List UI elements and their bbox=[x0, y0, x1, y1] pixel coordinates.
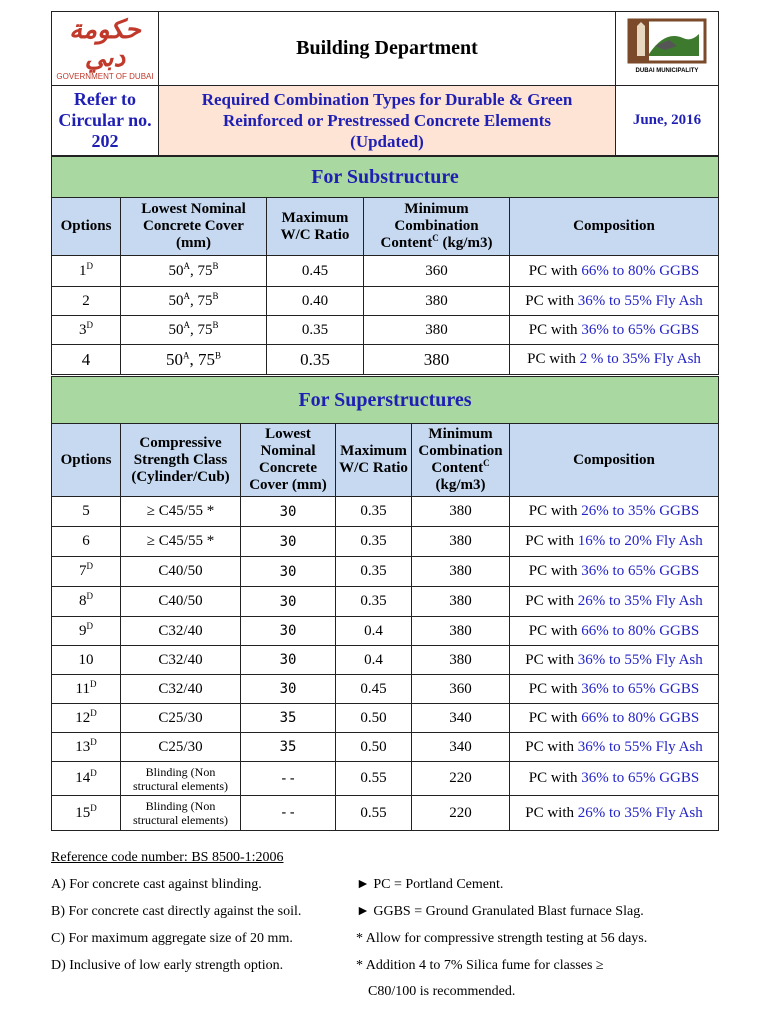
combination-content: 340 bbox=[412, 733, 510, 762]
wc-ratio: 0.35 bbox=[336, 497, 412, 527]
strength-class: C25/30 bbox=[121, 704, 241, 733]
combination-content: 380 bbox=[412, 617, 510, 646]
table-row bbox=[52, 796, 719, 831]
composition: PC with 16% to 20% Fly Ash bbox=[510, 527, 719, 557]
col-composition: Composition bbox=[510, 424, 719, 497]
concrete-cover: -- bbox=[241, 762, 336, 796]
strength-class: ≥ C45/55 * bbox=[121, 527, 241, 557]
concrete-cover: $50^A$, $75^B$ bbox=[121, 256, 267, 287]
option-number: $3^D$ bbox=[52, 316, 121, 345]
legend-pc: ► PC = Portland Cement. bbox=[356, 877, 504, 892]
wc-ratio: 0.35 bbox=[267, 345, 364, 375]
wc-ratio: 0.50 bbox=[336, 704, 412, 733]
col-options: Options bbox=[52, 424, 121, 497]
legend-silica-line-2: C80/100 is recommended. bbox=[368, 984, 516, 999]
wc-ratio: 0.55 bbox=[336, 762, 412, 796]
col-options: Options bbox=[52, 198, 121, 256]
option-number: $9^D$ bbox=[52, 617, 121, 646]
dm-logo-text: DUBAI MUNICIPALITY bbox=[635, 68, 699, 74]
table-row bbox=[52, 557, 719, 587]
legend-star: * Allow for compressive strength testing at 56 days. bbox=[356, 931, 648, 946]
header-table bbox=[51, 11, 719, 156]
option-number: $15^D$ bbox=[52, 796, 121, 831]
composition: PC with 36% to 55% Fly Ash bbox=[510, 287, 719, 316]
strength-class: Blinding (Non structural elements) bbox=[121, 796, 241, 831]
dm-emblem-icon bbox=[625, 16, 709, 76]
note-b: B) For concrete cast directly against the soil. bbox=[51, 904, 302, 919]
strength-class: Blinding (Non structural elements) bbox=[121, 762, 241, 796]
wc-ratio: 0.35 bbox=[267, 316, 364, 345]
subtitle-line-2: Reinforced or Prestressed Concrete Elements bbox=[223, 111, 551, 130]
composition: PC with 2 % to 35% Fly Ash bbox=[510, 345, 719, 375]
col-wc-ratio: Maximum W/C Ratio bbox=[336, 424, 412, 497]
note-d: D) Inclusive of low early strength option. bbox=[51, 958, 284, 973]
composition: PC with 66% to 80% GGBS bbox=[510, 256, 719, 287]
option-number: $12^D$ bbox=[52, 704, 121, 733]
table-row bbox=[52, 587, 719, 617]
table-row bbox=[52, 497, 719, 527]
concrete-cover: 30 bbox=[241, 527, 336, 557]
reference-code: Reference code number: BS 8500-1:2006 bbox=[51, 850, 284, 865]
wc-ratio: 0.50 bbox=[336, 733, 412, 762]
table-row bbox=[52, 287, 719, 316]
col-composition: Composition bbox=[510, 198, 719, 256]
combination-content: 380 bbox=[412, 557, 510, 587]
option-number: $13^D$ bbox=[52, 733, 121, 762]
composition: PC with 26% to 35% Fly Ash bbox=[510, 587, 719, 617]
strength-class: ≥ C45/55 * bbox=[121, 497, 241, 527]
option-number: $11^D$ bbox=[52, 675, 121, 704]
wc-ratio: 0.4 bbox=[336, 617, 412, 646]
note-c: C) For maximum aggregate size of 20 mm. bbox=[51, 931, 293, 946]
combination-content: 380 bbox=[364, 345, 510, 375]
superstructure-section-title: For Superstructures bbox=[52, 377, 719, 424]
table-row bbox=[52, 733, 719, 762]
combination-content: 220 bbox=[412, 796, 510, 831]
concrete-cover: 30 bbox=[241, 617, 336, 646]
legend-ggbs: ► GGBS = Ground Granulated Blast furnace Slag. bbox=[356, 904, 644, 919]
document-date: June, 2016 bbox=[616, 86, 719, 156]
strength-class: C40/50 bbox=[121, 587, 241, 617]
composition: PC with 66% to 80% GGBS bbox=[510, 617, 719, 646]
col-combination-content: Minimum Combination Content$^C$ (kg/m3) bbox=[412, 424, 510, 497]
col-cover: Lowest Nominal Concrete Cover (mm) bbox=[121, 198, 267, 256]
document-subtitle bbox=[159, 86, 616, 156]
legend-silica-line-1: * Addition 4 to 7% Silica fume for classes ≥ bbox=[356, 958, 604, 973]
col-strength-class: Compressive Strength Class (Cylinder/Cub) bbox=[121, 424, 241, 497]
combination-content: 380 bbox=[412, 527, 510, 557]
refer-line-2: Circular no. bbox=[58, 110, 152, 130]
table-row bbox=[52, 617, 719, 646]
col-cover: Lowest Nominal Concrete Cover (mm) bbox=[241, 424, 336, 497]
wc-ratio: 0.4 bbox=[336, 646, 412, 675]
option-number: $7^D$ bbox=[52, 557, 121, 587]
concrete-cover: $50^A$, $75^B$ bbox=[121, 345, 267, 375]
composition: PC with 36% to 65% GGBS bbox=[510, 316, 719, 345]
refer-line-1: Refer to bbox=[73, 89, 137, 109]
wc-ratio: 0.35 bbox=[336, 527, 412, 557]
strength-class: C25/30 bbox=[121, 733, 241, 762]
composition: PC with 36% to 55% Fly Ash bbox=[510, 733, 719, 762]
wc-ratio: 0.35 bbox=[336, 557, 412, 587]
concrete-cover: $50^A$, $75^B$ bbox=[121, 287, 267, 316]
table-row bbox=[52, 345, 719, 375]
dubai-municipality-logo bbox=[616, 12, 719, 86]
strength-class: C32/40 bbox=[121, 646, 241, 675]
combination-content: 360 bbox=[364, 256, 510, 287]
composition: PC with 66% to 80% GGBS bbox=[510, 704, 719, 733]
option-number: 5 bbox=[52, 497, 121, 527]
concrete-cover: -- bbox=[241, 796, 336, 831]
gov-logo-text: GOVERNMENT OF DUBAI bbox=[56, 72, 154, 81]
concrete-cover: 30 bbox=[241, 557, 336, 587]
col-combination-content: Minimum Combination Content$^C$ (kg/m3) bbox=[364, 198, 510, 256]
option-number: 6 bbox=[52, 527, 121, 557]
combination-content: 380 bbox=[364, 287, 510, 316]
combination-content: 380 bbox=[412, 587, 510, 617]
page-title: Building Department bbox=[159, 12, 616, 86]
wc-ratio: 0.45 bbox=[336, 675, 412, 704]
composition: PC with 36% to 55% Fly Ash bbox=[510, 646, 719, 675]
subtitle-line-1: Required Combination Types for Durable & Green bbox=[201, 90, 573, 109]
refer-circular bbox=[52, 86, 159, 156]
table-row bbox=[52, 704, 719, 733]
table-row bbox=[52, 256, 719, 287]
subtitle-line-3: (Updated) bbox=[350, 132, 424, 151]
concrete-cover: 30 bbox=[241, 497, 336, 527]
substructure-table bbox=[51, 156, 719, 375]
government-of-dubai-logo bbox=[52, 12, 159, 86]
option-number: $1^D$ bbox=[52, 256, 121, 287]
note-a: A) For concrete cast against blinding. bbox=[51, 877, 262, 892]
composition: PC with 26% to 35% Fly Ash bbox=[510, 796, 719, 831]
superstructure-table bbox=[51, 376, 719, 831]
table-row bbox=[52, 527, 719, 557]
table-row bbox=[52, 646, 719, 675]
concrete-cover: 30 bbox=[241, 587, 336, 617]
option-number: $14^D$ bbox=[52, 762, 121, 796]
concrete-cover: 35 bbox=[241, 704, 336, 733]
composition: PC with 36% to 65% GGBS bbox=[510, 675, 719, 704]
composition: PC with 36% to 65% GGBS bbox=[510, 762, 719, 796]
table-row bbox=[52, 316, 719, 345]
refer-line-3: 202 bbox=[91, 131, 119, 151]
composition: PC with 26% to 35% GGBS bbox=[510, 497, 719, 527]
option-number: 2 bbox=[52, 287, 121, 316]
concrete-cover: 30 bbox=[241, 675, 336, 704]
wc-ratio: 0.40 bbox=[267, 287, 364, 316]
wc-ratio: 0.45 bbox=[267, 256, 364, 287]
composition: PC with 36% to 65% GGBS bbox=[510, 557, 719, 587]
strength-class: C32/40 bbox=[121, 675, 241, 704]
concrete-cover: 30 bbox=[241, 646, 336, 675]
strength-class: C40/50 bbox=[121, 557, 241, 587]
combination-content: 380 bbox=[364, 316, 510, 345]
option-number: 4 bbox=[52, 345, 121, 375]
wc-ratio: 0.55 bbox=[336, 796, 412, 831]
combination-content: 360 bbox=[412, 675, 510, 704]
col-wc-ratio: Maximum W/C Ratio bbox=[267, 198, 364, 256]
wc-ratio: 0.35 bbox=[336, 587, 412, 617]
concrete-cover: $50^A$, $75^B$ bbox=[121, 316, 267, 345]
combination-content: 380 bbox=[412, 497, 510, 527]
concrete-cover: 35 bbox=[241, 733, 336, 762]
option-number: $8^D$ bbox=[52, 587, 121, 617]
gov-logo-script: حكومة دبي bbox=[69, 15, 141, 73]
combination-content: 340 bbox=[412, 704, 510, 733]
option-number: 10 bbox=[52, 646, 121, 675]
combination-content: 380 bbox=[412, 646, 510, 675]
strength-class: C32/40 bbox=[121, 617, 241, 646]
table-row bbox=[52, 675, 719, 704]
substructure-section-title: For Substructure bbox=[52, 157, 719, 198]
table-row bbox=[52, 762, 719, 796]
combination-content: 220 bbox=[412, 762, 510, 796]
